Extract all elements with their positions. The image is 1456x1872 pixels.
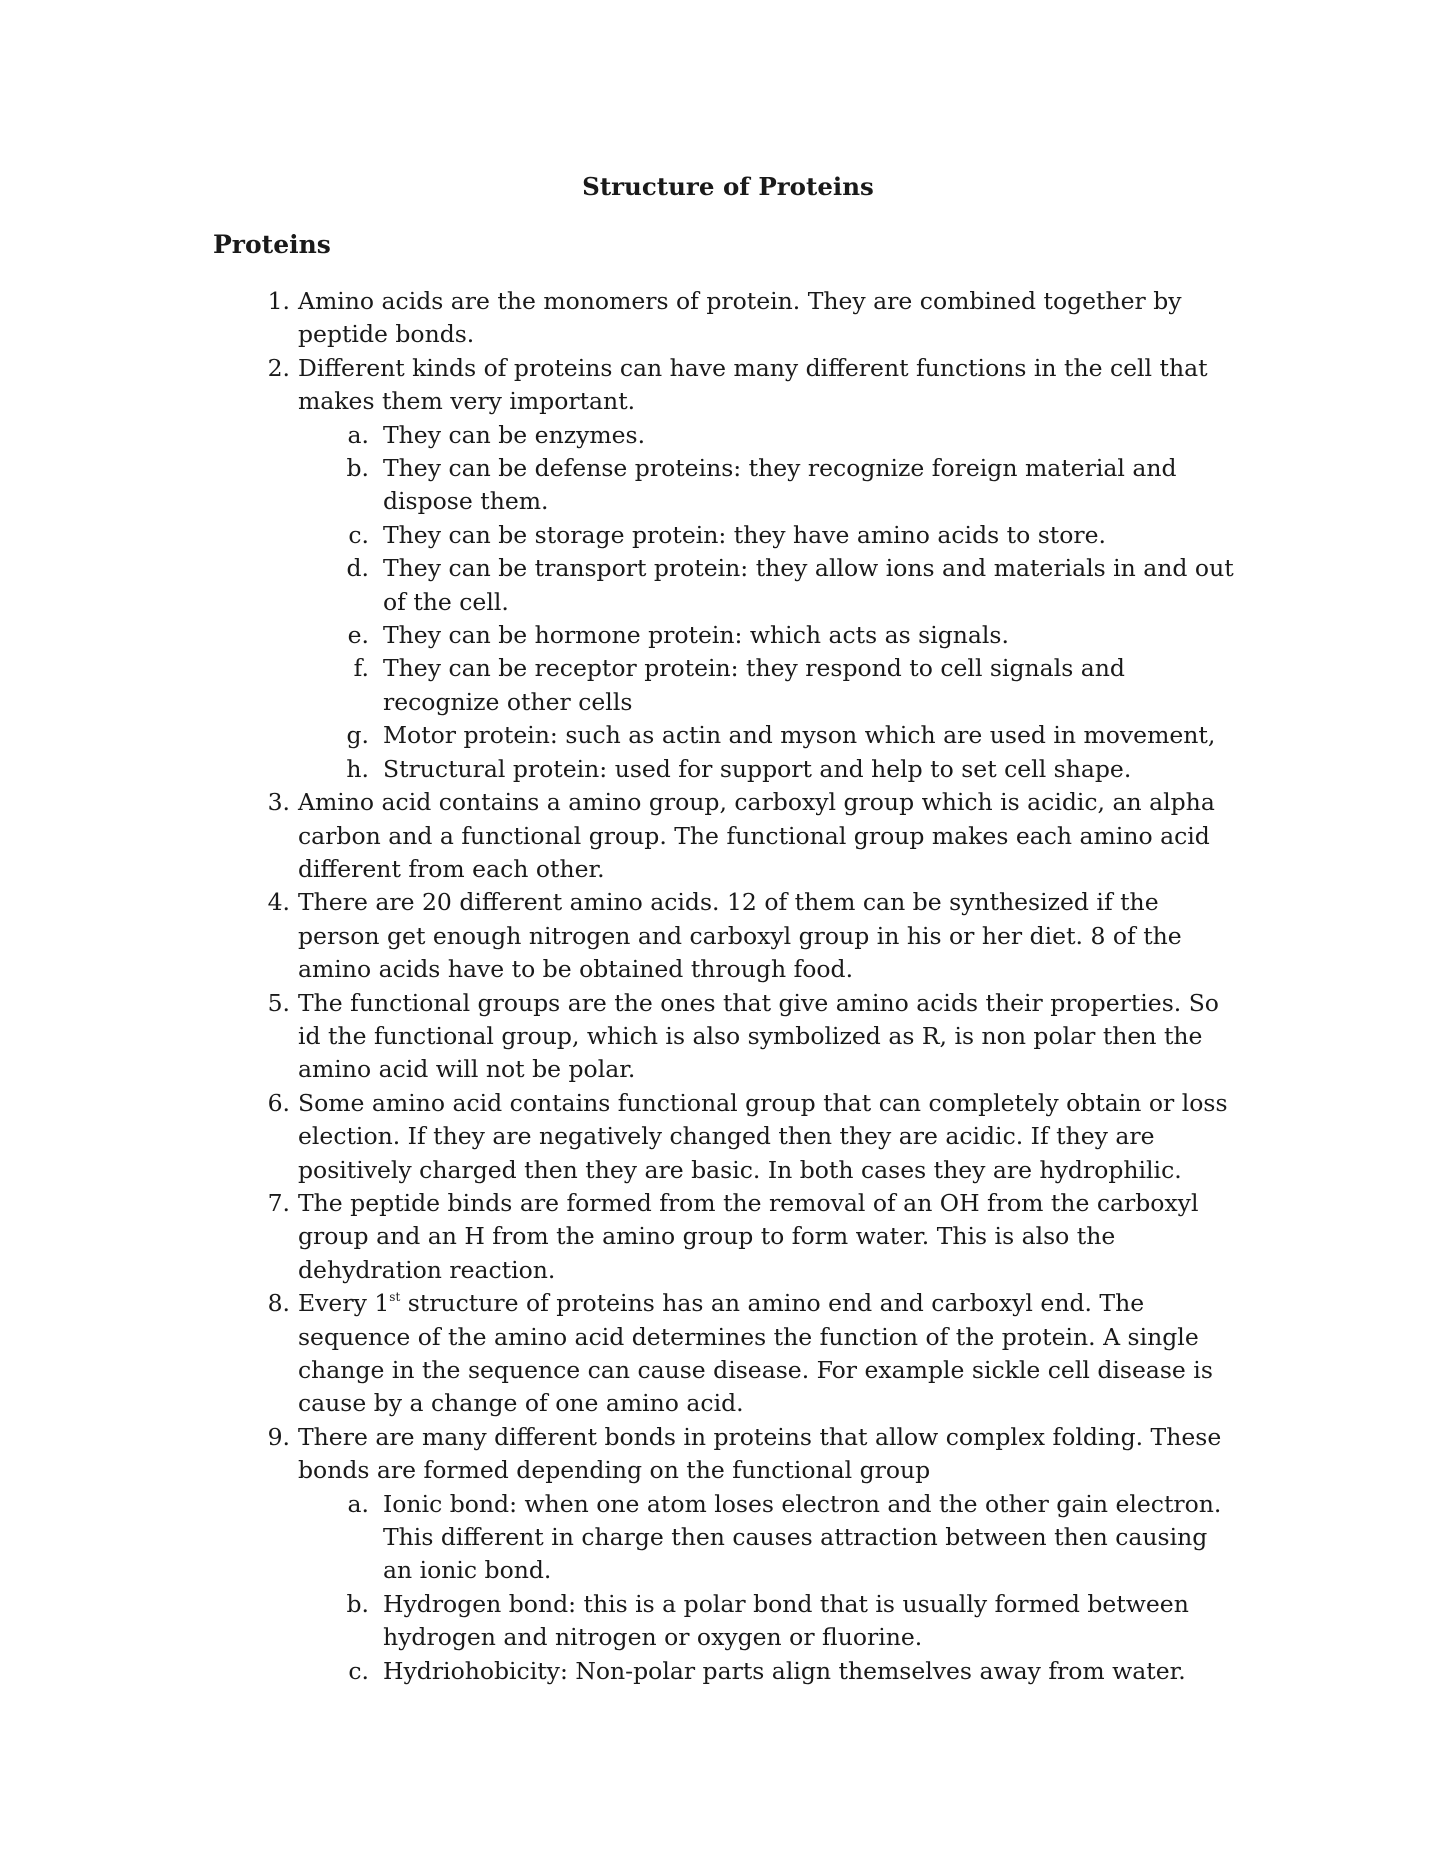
sub-item-a	[347, 1488, 1238, 1588]
list-item-text: Different kinds of proteins can have many different functions in the cell that makes them very important.	[298, 353, 1208, 416]
sub-item-c	[348, 1655, 1238, 1688]
sub-item-letter: e.	[347, 621, 369, 650]
list-number: 2.	[267, 353, 290, 382]
sub-item-letter: c.	[348, 520, 369, 549]
sub-item-letter: a.	[347, 1489, 369, 1518]
list-item-text-end: structure of proteins has an amino end and carboxyl end. The sequence of the amino acid determines the function of the protein. A single change in the sequence can cause disease. For example sickle cell disease is cause by a change of one amino acid.	[298, 1289, 1213, 1418]
sub-item-letter: c.	[348, 1656, 369, 1685]
list-item-text: The functional groups are the ones that give amino acids their properties. So id the functional group, which is also symbolized as R, is non polar then the amino acid will not be polar.	[298, 988, 1219, 1084]
list-item-1	[267, 285, 1238, 352]
list-item-9	[267, 1421, 1238, 1688]
sub-item-letter: f.	[353, 654, 369, 683]
sub-item-text: They can be storage protein: they have amino acids to store.	[383, 520, 1106, 549]
list-item-6	[267, 1087, 1238, 1187]
sub-item-text: Structural protein: used for support and help to set cell shape.	[383, 754, 1132, 783]
list-number: 7.	[267, 1188, 290, 1217]
sub-item-b	[346, 1588, 1238, 1655]
sub-item-letter: h.	[346, 754, 369, 783]
list-item-5	[267, 987, 1238, 1087]
sub-item-text: Hydriohobicity: Non-polar parts align themselves away from water.	[383, 1656, 1186, 1685]
ordinal-superscript: st	[389, 1290, 401, 1305]
list-number: 1.	[267, 287, 290, 315]
sub-list	[298, 1488, 1238, 1688]
sub-item-letter: a.	[347, 420, 369, 449]
list-item-text: The peptide binds are formed from the removal of an OH from the carboxyl group and an H from the amino group to form water. This is also the dehydration reaction.	[298, 1188, 1199, 1284]
numbered-list	[267, 285, 1238, 1688]
list-number: 5.	[267, 988, 290, 1017]
section-heading: Proteins	[213, 230, 331, 259]
sub-item-b	[346, 452, 1238, 519]
list-item-3	[267, 786, 1238, 886]
sub-item-letter: b.	[346, 1589, 369, 1618]
list-number: 4.	[267, 888, 290, 917]
sub-item-c	[348, 519, 1238, 552]
sub-item-h	[346, 753, 1238, 786]
list-number: 3.	[267, 788, 290, 817]
list-item-text: Amino acid contains a amino group, carboxyl group which is acidic, an alpha carbon and a functional group. The functional group makes each amino acid different from each other.	[298, 788, 1215, 883]
list-item-4	[267, 886, 1238, 986]
sub-item-letter: g.	[346, 721, 369, 750]
sub-item-letter: b.	[346, 454, 369, 483]
list-item-7	[267, 1187, 1238, 1287]
sub-item-text: Motor protein: such as actin and myson which are used in movement,	[383, 721, 1216, 750]
sub-item-text: They can be receptor protein: they respond to cell signals and recognize other cells	[383, 654, 1125, 716]
sub-item-text: They can be enzymes.	[383, 420, 646, 449]
sub-item-e	[347, 619, 1238, 652]
list-item-text: Some amino acid contains functional group that can completely obtain or loss election. If they are negatively changed then they are acidic. If they are positively charged then they are basic. In both cases they are hydrophilic.	[298, 1088, 1228, 1184]
sub-item-text: They can be transport protein: they allow ions and materials in and out of the cell.	[383, 554, 1234, 616]
sub-item-text: Ionic bond: when one atom loses electron and the other gain electron. This different in charge then causes attraction between then causing an ionic bond.	[383, 1489, 1222, 1585]
sub-list	[298, 419, 1238, 786]
list-item-2	[267, 352, 1238, 786]
list-item-text: There are 20 different amino acids. 12 of them can be synthesized if the person get enough nitrogen and carboxyl group in his or her diet. 8 of the amino acids have to be obtained through food.	[298, 888, 1182, 984]
document-title: Structure of Proteins	[582, 172, 874, 201]
list-item-8	[267, 1287, 1238, 1421]
list-item-text-start: Every 1	[298, 1289, 390, 1318]
list-item-text: Amino acids are the monomers of protein. They are combined together by peptide bonds.	[298, 287, 1182, 349]
sub-item-g	[346, 719, 1238, 752]
sub-item-f	[353, 652, 1238, 719]
sub-item-a	[347, 419, 1238, 452]
sub-item-text: They can be hormone protein: which acts as signals.	[383, 621, 1009, 650]
list-item-text: There are many different bonds in proteins that allow complex folding. These bonds are formed depending on the functional group	[298, 1422, 1222, 1485]
sub-item-d	[346, 552, 1238, 619]
sub-item-text: They can be defense proteins: they recognize foreign material and dispose them.	[383, 454, 1177, 516]
list-number: 8.	[267, 1289, 290, 1318]
list-number: 9.	[267, 1422, 290, 1451]
sub-item-text: Hydrogen bond: this is a polar bond that is usually formed between hydrogen and nitrogen or oxygen or fluorine.	[383, 1589, 1189, 1652]
sub-item-letter: d.	[346, 554, 369, 583]
list-number: 6.	[267, 1088, 290, 1117]
